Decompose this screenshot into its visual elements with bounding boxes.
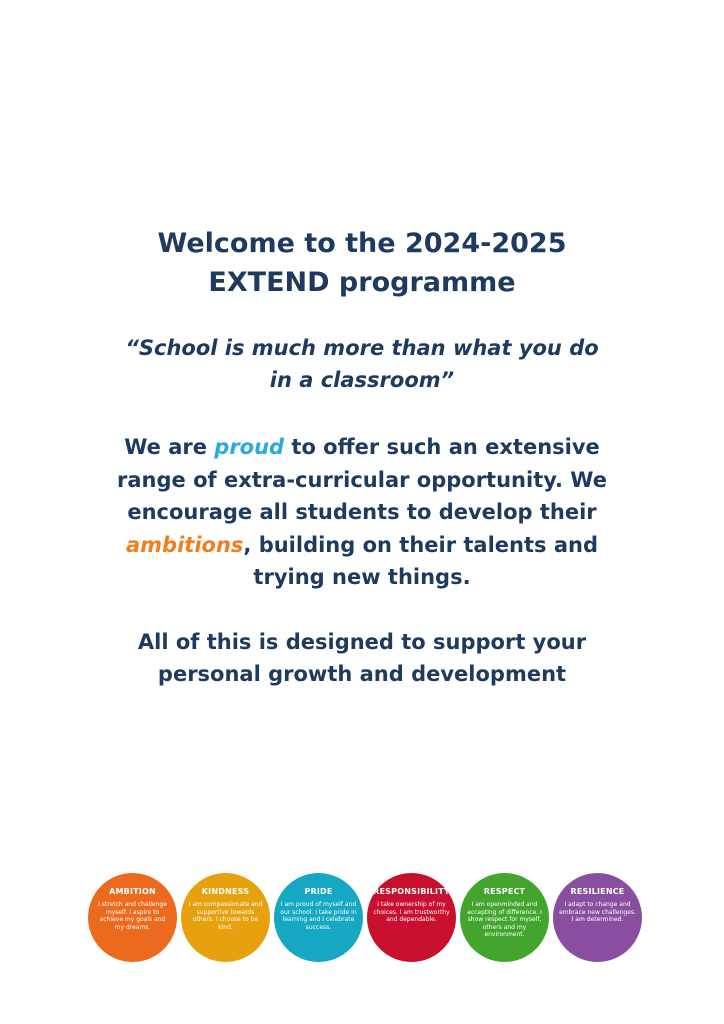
value-description: I adapt to change and embrace new challenges. I am determined. bbox=[559, 901, 636, 923]
quote-line-1: “School is much more than what you do bbox=[125, 336, 599, 360]
value-name: RESILIENCE bbox=[570, 887, 625, 896]
intro-paragraph bbox=[100, 431, 624, 594]
value-description: I take ownership of my choices. I am trustworthy and dependable. bbox=[373, 901, 450, 923]
value-description: I am compassionate and supportive towards others. I choose to be kind. bbox=[188, 901, 263, 931]
value-resilience bbox=[553, 873, 642, 962]
intro-text-1: We are bbox=[124, 435, 215, 459]
title-line-1: Welcome to the 2024-2025 bbox=[157, 228, 567, 259]
value-name: PRIDE bbox=[304, 887, 333, 896]
value-respect bbox=[460, 873, 549, 962]
value-ambition bbox=[88, 873, 177, 962]
intro-text-3: , building on their talents and trying new things. bbox=[243, 532, 598, 589]
ambitions-highlight: ambitions bbox=[126, 532, 244, 557]
value-kindness bbox=[181, 873, 270, 962]
value-name: RESPONSIBILITY bbox=[373, 887, 450, 896]
school-quote bbox=[100, 332, 624, 396]
value-name: KINDNESS bbox=[201, 887, 250, 896]
welcome-content bbox=[100, 224, 624, 691]
value-name: RESPECT bbox=[483, 887, 526, 896]
quote-line-2: in a classroom” bbox=[269, 368, 455, 392]
value-description: I stretch and challenge myself. I aspire to achieve my goals and my dreams. bbox=[98, 901, 167, 931]
value-pride bbox=[274, 873, 363, 962]
school-values-row bbox=[88, 873, 648, 963]
value-description: I am proud of myself and our school. I take pride in learning and I celebrate success. bbox=[280, 901, 357, 931]
proud-highlight: proud bbox=[214, 435, 285, 459]
closing-paragraph: All of this is designed to support your personal growth and development bbox=[137, 629, 587, 686]
value-name: AMBITION bbox=[109, 887, 156, 896]
page-title bbox=[100, 224, 624, 302]
title-line-2: EXTEND programme bbox=[208, 267, 516, 298]
value-responsibility bbox=[367, 873, 456, 962]
intro-text-2: to offer such an extensive range of extra-curricular opportunity. We encourage all students to develop their bbox=[117, 435, 607, 524]
value-description: I am openminded and accepting of difference. I show respect for myself, others and my environment. bbox=[467, 901, 542, 938]
